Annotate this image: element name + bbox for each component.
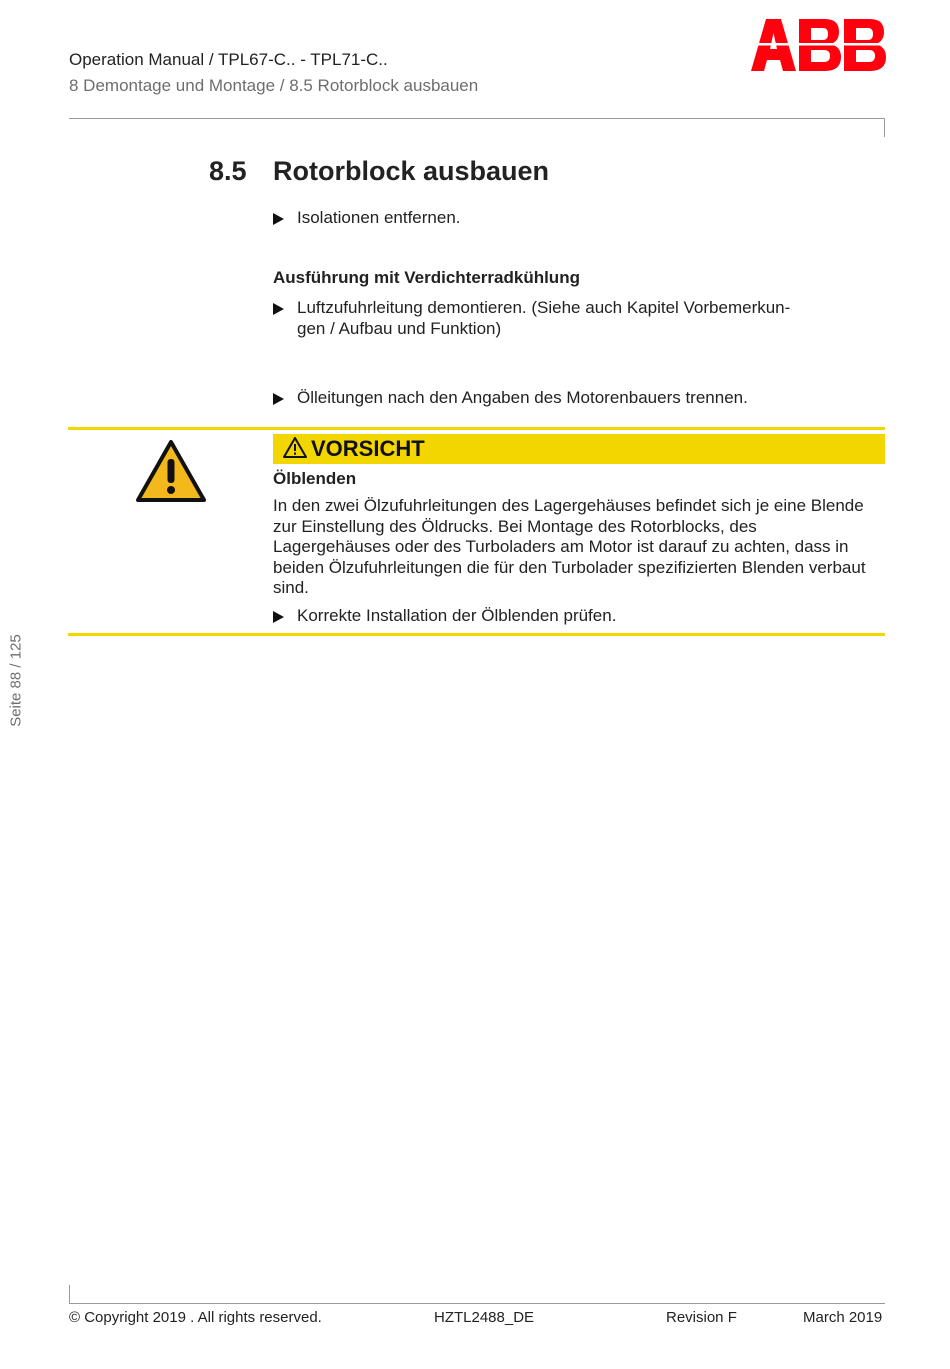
section-heading bbox=[209, 156, 549, 187]
step-item bbox=[273, 208, 873, 229]
footer-doc-id: HZTL2488_DE bbox=[434, 1309, 535, 1326]
subsection-heading: Ausführung mit Verdichterradkühlung bbox=[273, 268, 580, 287]
header-title: Operation Manual / TPL67-C.. - TPL71-C.. bbox=[69, 50, 388, 69]
footer-revision: Revision F bbox=[666, 1309, 737, 1326]
bullet-arrow-icon bbox=[273, 393, 284, 405]
warning-signal-word: VORSICHT bbox=[311, 436, 425, 461]
header-breadcrumb: 8 Demontage und Montage / 8.5 Rotorblock ausbauen bbox=[69, 76, 479, 95]
warning-banner bbox=[273, 434, 885, 464]
step-text: Isolationen entfernen. bbox=[297, 208, 461, 227]
step-text-line2: gen / Aufbau und Funktion) bbox=[297, 318, 502, 338]
footer-rule-tick bbox=[69, 1285, 70, 1304]
warning-top-rule bbox=[68, 427, 885, 430]
warning-triangle-icon bbox=[135, 439, 207, 503]
bullet-arrow-icon bbox=[273, 213, 284, 225]
bullet-arrow-icon bbox=[273, 611, 284, 623]
section-title: Rotorblock ausbauen bbox=[273, 156, 550, 186]
footer-rule bbox=[69, 1303, 885, 1304]
warning-step-item bbox=[273, 606, 873, 627]
warning-step-text: Korrekte Installation der Ölblenden prüfen. bbox=[297, 606, 617, 625]
step-text: Ölleitungen nach den Angaben des Motorenbauers trennen. bbox=[297, 388, 748, 407]
header-rule-tick bbox=[884, 118, 885, 137]
section-number: 8.5 bbox=[209, 156, 247, 186]
footer-copyright: © Copyright 2019 . All rights reserved. bbox=[69, 1309, 322, 1326]
footer-date: March 2019 bbox=[803, 1309, 883, 1326]
step-item bbox=[273, 298, 873, 339]
side-page-number: Seite 88 / 125 bbox=[7, 634, 25, 727]
warning-body: In den zwei Ölzufuhrleitungen des Lagergehäuses befindet sich je eine Blende zur Einstellung des Öldrucks. Bei Montage des Rotorblocks, des Lagergehäuses oder des Turboladers am Motor ist darauf zu achten, dass in beiden Ölzufuhrleitungen die für den Turbolader spezifizierten Blenden verbaut sind. bbox=[273, 496, 866, 597]
warning-small-icon bbox=[283, 436, 311, 461]
step-text-line1: Luftzufuhrleitung demontieren. (Siehe auch Kapitel Vorbemerkun- bbox=[297, 298, 791, 317]
warning-title: Ölblenden bbox=[273, 469, 357, 488]
header-rule bbox=[69, 118, 885, 119]
step-item bbox=[273, 388, 873, 409]
warning-bottom-rule bbox=[68, 633, 885, 636]
abb-logo bbox=[751, 19, 886, 71]
bullet-arrow-icon bbox=[273, 303, 284, 315]
